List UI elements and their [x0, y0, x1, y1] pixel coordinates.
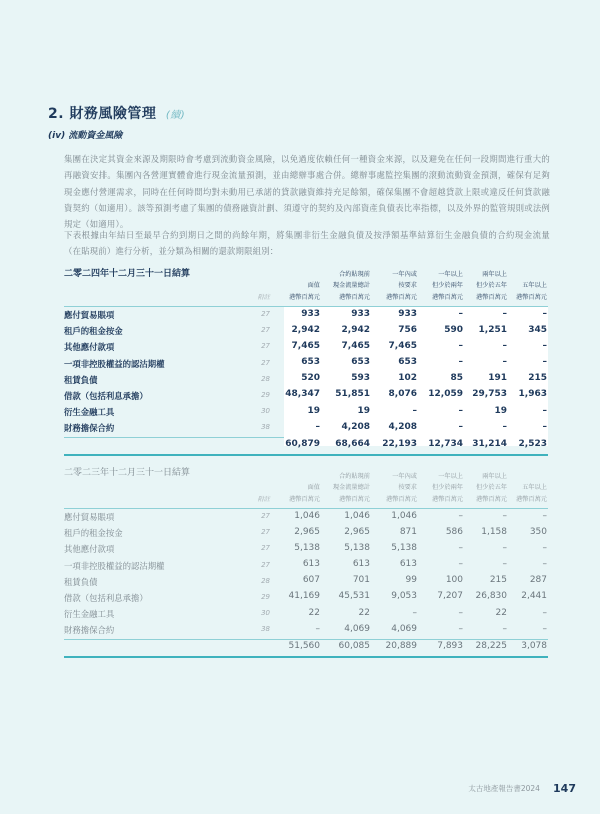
- row-note-ref: 30: [261, 609, 270, 618]
- cell-value: –: [542, 357, 547, 368]
- header-over-5-years: 五年以上 港幣百萬元: [516, 282, 547, 301]
- cell-value: 613: [399, 559, 417, 570]
- row-note-ref: 27: [261, 310, 270, 318]
- table-row: [64, 339, 548, 355]
- total-value: 3,078: [521, 641, 547, 651]
- row-label: 一項非控股權益的認沽期權: [64, 560, 165, 571]
- row-label: 應付貿易賬項: [64, 512, 115, 522]
- header-undiscounted-total: 合約貼現前 現金流量總計 港幣百萬元: [332, 472, 370, 503]
- cell-value: –: [458, 542, 463, 553]
- cell-value: 933: [351, 308, 370, 319]
- cell-value: –: [502, 340, 507, 351]
- table-row: [64, 509, 548, 525]
- cell-value: 593: [351, 373, 370, 384]
- header-2-to-5-years: 兩年以上 但少於五年 港幣百萬元: [476, 270, 507, 301]
- row-label: 衍生金融工具: [64, 407, 115, 418]
- cell-value: 19: [357, 405, 370, 416]
- cell-value: –: [458, 607, 463, 618]
- cell-value: –: [502, 559, 507, 570]
- cell-value: 19: [307, 405, 320, 416]
- row-note-ref: 38: [261, 423, 270, 432]
- cell-value: 45,531: [338, 591, 370, 602]
- cell-value: 19: [494, 405, 507, 416]
- total-value: 51,560: [288, 641, 320, 651]
- row-label: 其他應付款項: [64, 342, 115, 353]
- cell-value: 9,053: [391, 591, 417, 602]
- liquidity-risk-paragraph: 集團在決定其資金來源及期限時會考慮到流動資金風險，以免過度依賴任何一種資金來源，以及避免在任何一段期間進行重大的再融資安排。集團內各營運實體會進行現金流量預測，並由總辦事處合併。總辦事處監控集團的滾動流動資金預測，確保有足夠現金應付營運需求，同時在任何時間均對未動用已承諾的貸款融資維持充足餘額，確保集團不會超越貸款上限或違反任何貸款融資契約（如適用）。該等預測考慮了集團的債務融資計劃、須遵守的契約及內部資產負債表比率指標，以及外界的監管規則或法例規定（如適用）。: [64, 154, 550, 230]
- cell-value: 4,208: [341, 421, 370, 432]
- total-value: 12,734: [428, 439, 463, 449]
- header-note: 附註: [257, 495, 270, 503]
- cell-value: –: [502, 542, 507, 553]
- table-2023-title: 二零二三年十二月三十一日結算: [64, 468, 191, 478]
- cell-value: 12,059: [428, 389, 463, 400]
- cell-value: 7,465: [341, 340, 370, 351]
- cell-value: –: [542, 559, 547, 570]
- cell-value: 613: [352, 559, 370, 570]
- cell-value: 1,963: [518, 389, 547, 400]
- cell-value: 22: [308, 607, 320, 618]
- cell-value: 7,465: [291, 340, 320, 351]
- table-body: [64, 509, 548, 639]
- cell-value: –: [458, 510, 463, 521]
- row-label: 租賃負債: [64, 576, 98, 587]
- cell-value: –: [315, 421, 320, 432]
- cell-value: 191: [488, 373, 507, 384]
- header-undiscounted-total: 合約貼現前 現金流量總計 港幣百萬元: [332, 270, 370, 301]
- table-row: [64, 541, 548, 557]
- header-over-5-years: 五年以上 港幣百萬元: [516, 484, 547, 503]
- page-footer: [420, 778, 576, 797]
- cell-value: 4,069: [391, 623, 417, 634]
- cell-value: –: [502, 421, 507, 432]
- header-face-value: 面值 港幣百萬元: [289, 282, 320, 301]
- cell-value: 2,942: [291, 324, 320, 335]
- cell-value: –: [458, 559, 463, 570]
- cell-value: 100: [445, 575, 463, 586]
- cell-value: –: [502, 308, 507, 319]
- cell-value: –: [458, 357, 463, 368]
- cell-value: –: [542, 405, 547, 416]
- cell-value: 653: [351, 357, 370, 368]
- cell-value: 99: [405, 575, 417, 586]
- row-label: 租戶的租金按金: [64, 326, 123, 337]
- row-note-ref: 27: [261, 326, 270, 335]
- total-value: 28,225: [475, 641, 507, 651]
- section-title: 財務風險管理: [69, 106, 157, 122]
- table-row: [64, 307, 548, 323]
- cell-value: –: [502, 510, 507, 521]
- cell-value: –: [458, 623, 463, 634]
- cell-value: –: [458, 308, 463, 319]
- bottom-rule: [64, 454, 548, 456]
- row-label: 借款（包括利息承擔）: [64, 390, 148, 401]
- total-value: 22,193: [382, 439, 417, 449]
- row-note-ref: 27: [261, 528, 270, 537]
- cell-value: –: [458, 340, 463, 351]
- row-note-ref: 27: [261, 560, 270, 569]
- total-value: 60,085: [338, 641, 370, 651]
- cell-value: 586: [445, 526, 463, 537]
- row-note-ref: 28: [261, 576, 270, 585]
- table-row: [64, 574, 548, 590]
- row-label: 租戶的租金按金: [64, 528, 123, 539]
- total-value: 60,879: [285, 439, 320, 449]
- total-value: 20,889: [385, 641, 417, 651]
- cell-value: 590: [444, 324, 463, 335]
- cell-value: –: [458, 421, 463, 432]
- table-intro-paragraph: 下表根據由年結日至最早合約到期日之間的尚餘年期，將集團非衍生金融負債及按淨額基準結算衍生金融負債的合約現金流量（在貼現前）進行分析，並分類為相關的還款期限組別：: [64, 230, 550, 257]
- row-note-ref: 30: [261, 407, 270, 416]
- cell-value: 1,046: [344, 510, 370, 521]
- table-row: [64, 372, 548, 388]
- row-label: 應付貿易賬項: [64, 310, 115, 320]
- total-row: [64, 438, 548, 454]
- cell-value: 345: [528, 324, 547, 335]
- cell-value: 607: [302, 575, 320, 586]
- total-row: [64, 640, 548, 656]
- cell-value: 287: [529, 575, 547, 586]
- cell-value: 1,046: [294, 510, 320, 521]
- table-row: [64, 590, 548, 606]
- row-label: 衍生金融工具: [64, 609, 115, 620]
- table-row: [64, 622, 548, 638]
- header-1-to-2-years: 一年以上 但少於兩年 港幣百萬元: [432, 472, 463, 503]
- cell-value: 7,465: [388, 340, 417, 351]
- cell-value: –: [542, 607, 547, 618]
- table-row: [64, 558, 548, 574]
- table-2024-title: 二零二四年十二月三十一日結算: [64, 269, 191, 279]
- header-within-1-year: 一年內或 按要求 港幣百萬元: [386, 472, 417, 503]
- bottom-rule: [64, 656, 548, 658]
- publication-name: 太古地產報告書2024: [468, 784, 540, 793]
- cell-value: 701: [352, 575, 370, 586]
- cell-value: 5,138: [344, 542, 370, 553]
- row-note-ref: 28: [261, 374, 270, 383]
- continued-label: (續): [165, 110, 186, 121]
- cell-value: 2,965: [294, 526, 320, 537]
- cell-value: 7,207: [437, 591, 463, 602]
- row-label: 其他應付款項: [64, 544, 115, 555]
- cell-value: 85: [450, 373, 463, 384]
- cell-value: –: [542, 308, 547, 319]
- cell-value: 29,753: [472, 389, 507, 400]
- cell-value: –: [458, 405, 463, 416]
- row-label: 財務擔保合約: [64, 423, 115, 434]
- table-row: [64, 525, 548, 541]
- section-number: 2.: [48, 106, 65, 122]
- row-label: 租賃負債: [64, 374, 98, 385]
- cell-value: 4,208: [388, 421, 417, 432]
- table-header: [64, 270, 548, 306]
- cell-value: 22: [358, 607, 370, 618]
- row-note-ref: 27: [261, 512, 270, 520]
- header-within-1-year: 一年內或 按要求 港幣百萬元: [386, 270, 417, 301]
- header-1-to-2-years: 一年以上 但少於兩年 港幣百萬元: [432, 270, 463, 301]
- row-note-ref: 29: [261, 390, 270, 399]
- table-row: [64, 404, 548, 420]
- row-note-ref: 29: [261, 592, 270, 601]
- header-2-to-5-years: 兩年以上 但少於五年 港幣百萬元: [476, 472, 507, 503]
- cell-value: 871: [399, 526, 417, 537]
- cell-value: 8,076: [388, 389, 417, 400]
- page-number: 147: [553, 782, 576, 795]
- cell-value: 2,441: [521, 591, 547, 602]
- cell-value: 1,158: [481, 526, 507, 537]
- cell-value: 5,138: [391, 542, 417, 553]
- row-note-ref: 27: [261, 358, 270, 367]
- cell-value: –: [542, 510, 547, 521]
- cell-value: 51,851: [335, 389, 370, 400]
- row-label: 一項非控股權益的認沽期權: [64, 358, 165, 369]
- total-value: 2,523: [518, 439, 547, 449]
- cell-value: 48,347: [285, 389, 320, 400]
- subsection-title: (iv) 流動資金風險: [48, 131, 123, 141]
- cell-value: 520: [301, 373, 320, 384]
- cell-value: 933: [398, 308, 417, 319]
- cell-value: 22: [495, 607, 507, 618]
- table-row: [64, 323, 548, 339]
- cell-value: 215: [489, 575, 507, 586]
- row-note-ref: 27: [261, 544, 270, 553]
- cell-value: –: [542, 542, 547, 553]
- row-label: 財務擔保合約: [64, 625, 115, 636]
- table-row: [64, 420, 548, 436]
- cell-value: 653: [398, 357, 417, 368]
- cell-value: 756: [398, 324, 417, 335]
- cell-value: 933: [301, 308, 320, 319]
- cell-value: 2,965: [344, 526, 370, 537]
- total-value: 7,893: [437, 641, 463, 651]
- header-face-value: 面值 港幣百萬元: [289, 484, 320, 503]
- header-note: 附註: [257, 293, 270, 301]
- cell-value: –: [542, 340, 547, 351]
- cell-value: –: [542, 421, 547, 432]
- total-value: 31,214: [472, 439, 507, 449]
- cell-value: –: [315, 623, 320, 634]
- row-note-ref: 27: [261, 342, 270, 351]
- cell-value: 653: [301, 357, 320, 368]
- cell-value: 41,169: [288, 591, 320, 602]
- table-2023: [64, 472, 548, 658]
- table-body: [64, 307, 548, 437]
- cell-value: 2,942: [341, 324, 370, 335]
- section-heading: [48, 103, 185, 123]
- cell-value: 102: [398, 373, 417, 384]
- cell-value: 1,251: [478, 324, 507, 335]
- cell-value: 613: [302, 559, 320, 570]
- cell-value: 4,069: [344, 623, 370, 634]
- cell-value: 5,138: [294, 542, 320, 553]
- cell-value: –: [502, 357, 507, 368]
- cell-value: –: [412, 607, 417, 618]
- cell-value: 26,830: [475, 591, 507, 602]
- table-row: [64, 388, 548, 404]
- table-2024: [64, 270, 548, 456]
- cell-value: –: [412, 405, 417, 416]
- total-value: 68,664: [335, 439, 370, 449]
- cell-value: 1,046: [391, 510, 417, 521]
- table-header: [64, 472, 548, 508]
- table-row: [64, 356, 548, 372]
- cell-value: 215: [528, 373, 547, 384]
- row-label: 借款（包括利息承擔）: [64, 592, 148, 603]
- cell-value: –: [542, 623, 547, 634]
- cell-value: 350: [529, 526, 547, 537]
- cell-value: –: [502, 623, 507, 634]
- table-row: [64, 606, 548, 622]
- row-note-ref: 38: [261, 625, 270, 634]
